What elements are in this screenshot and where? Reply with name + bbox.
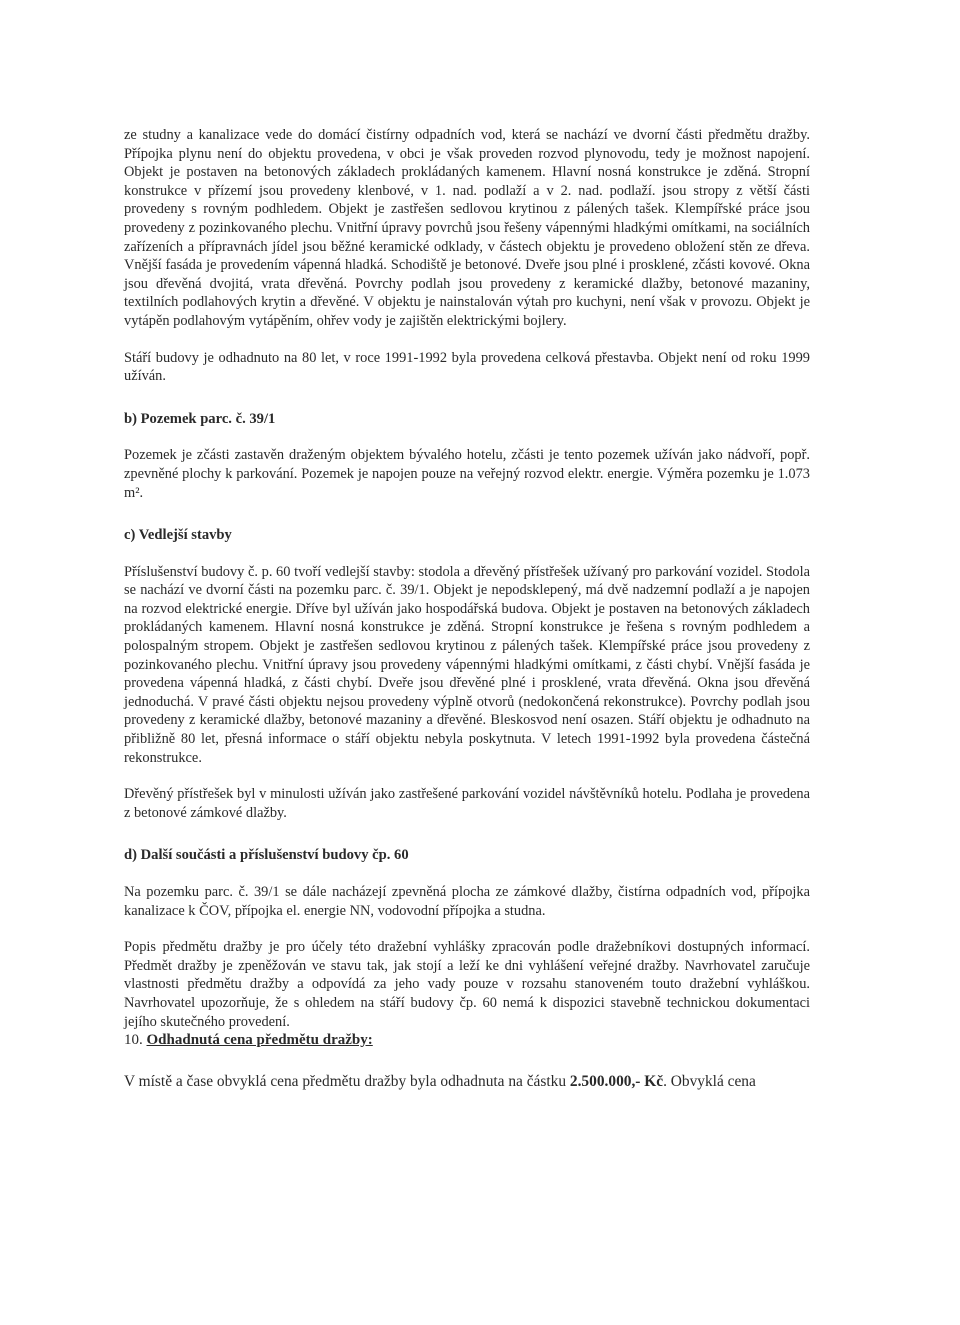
paragraph-odhadnuta-cena xyxy=(124,1072,810,1092)
section-10-heading xyxy=(124,1031,810,1050)
heading-pozemek: b) Pozemek parc. č. 39/1 xyxy=(124,410,276,427)
heading-vedlejsi-stavby: c) Vedlejší stavby xyxy=(124,527,232,544)
price-text-before: V místě a čase obvyklá cena předmětu dražby byla odhadnuta na částku xyxy=(124,1072,570,1090)
document-body xyxy=(124,126,810,1092)
paragraph-building-description: ze studny a kanalizace vede do domácí čistírny odpadních vod, která se nachází ve dvorní části předmětu dražby. Přípojka plynu není do objektu provedena, v obci je však proveden rozvod plynovodu, tedy je možnost napojení. Objekt je postaven na betonových základech prokládaných kamenem. Hlavní nosná konstrukce je zděná. Stropní konstrukce v přízemí jsou provedeny klenbové, v 1. nad. podlaží a v 2. nad. podlaží. jsou stropy z větší části provedeny s rovným podhledem. Objekt je zastřešen sedlovou krytinou z pálených tašek. Klempířské práce jsou provedeny z pozinkovaného plechu. Vnitřní úpravy povrchů jsou řešeny vápennými hladkými omítkami, na sociálních zařízeních a přípravnách jídel jsou běžné keramické odklady, v částech objektu je provedeno obložení stěn ze dřeva. Vnější fasáda je provedením vápenná hladká. Schodiště je betonové. Dveře jsou plné i prosklené, zčásti kovové. Okna jsou dřevěná dvojitá, vrata dřevěná. Povrchy podlah jsou provedeny z keramické dlažby, betonové mazaniny, textilních podlahových krytin a dřevěné. V objektu je nainstalován výtah pro kuchyni, není však v provozu. Objekt je vytápěn podlahovým vytápěním, ohřev vody je zajištěn elektrickými bojlery. xyxy=(124,127,810,329)
section-10-title: Odhadnutá cena předmětu dražby: xyxy=(146,1032,373,1049)
price-amount: 2.500.000,- Kč xyxy=(569,1072,664,1090)
paragraph-pozemek: Pozemek je zčásti zastavěn draženým objektem bývalého hotelu, zčásti je tento pozemek užíván jako nádvoří, popř. zpevněné plochy k parkování. Pozemek je napojen pouze na veřejný rozvod elektr. energie. Výměra pozemku je 1.073 m². xyxy=(124,447,810,501)
heading-dalsi-soucasti: d) Další součásti a příslušenství budovy čp. 60 xyxy=(124,847,409,864)
paragraph-building-age: Stáří budovy je odhadnuto na 80 let, v roce 1991-1992 byla provedena celková přestavba. Objekt není od roku 1999 užíván. xyxy=(124,349,810,385)
paragraph-vedlejsi-stavby: Příslušenství budovy č. p. 60 tvoří vedlejší stavby: stodola a dřevěný přístřešek užívaný pro parkování vozidel. Stodola se nachází ve dvorní části na pozemku parc. č. 39/1. Objekt je nepodsklepený, má dvě nadzemní podlaží a je napojen na rozvod elektrické energie. Dříve byl užíván jako hospodářská budova. Objekt je postaven na betonových základech prokládaných kamenem. Hlavní nosná konstrukce je zděná. Stropní konstrukce je řešena s rovným podhledem a polospalným stropem. Objekt je zastřešen sedlovou krytinou z pálených tašek. Klempířské práce jsou provedeny z pozinkovaného plechu. Vnitřní úpravy jsou provedeny vápennými hladkými omítkami, z části chybí. Vnější fasáda je provedena vápenná hladká, z části chybí. Dveře jsou dřevěné plné i prosklené, vrata dřevěná. Okna jsou dřevěná jednoduchá. V pravé části objektu nejsou provedeny výplně otvorů (nedokončená rekonstrukce). Povrchy podlah jsou provedeny z keramické dlažby, betonové mazaniny a dřevěné. Bleskosvod není osazen. Stáří objektu je odhadnuto na přibližně 80 let, přesná informace o stáří objektu nebyla poskytnuta. V letech 1991-1992 byla provedena částečná rekonstrukce. xyxy=(124,563,810,766)
paragraph-dalsi-soucasti: Na pozemku parc. č. 39/1 se dále nacházejí zpevněná plocha ze zámkové dlažby, čistírna odpadních vod, přípojka kanalizace k ČOV, přípojka el. energie NN, vodovodní přípojka a studna. xyxy=(124,884,810,919)
paragraph-pristresek: Dřevěný přístřešek byl v minulosti užíván jako zastřešené parkování vozidel návštěvníků hotelu. Podlaha je provedena z betonové zámkové dlažby. xyxy=(124,786,810,821)
paragraph-popis-predmetu: Popis předmětu dražby je pro účely této dražební vyhlášky zpracován podle dražebníkovi dostupných informací. Předmět dražby je zpeněžován ve stavu tak, jak stojí a leží ke dni vyhlášení veřejné dražby. Navrhovatel zaručuje vlastnosti předmětu dražby a odpovídá za jeho vady pouze v rozsahu stanoveném touto dražební vyhláškou. Navrhovatel upozorňuje, že s ohledem na stáří budovy čp. 60 nemá k dispozici stavebně technickou dokumentaci jejího skutečného provedení. xyxy=(124,939,810,1030)
price-text-after: . Obvyklá cena xyxy=(663,1072,756,1090)
section-10-number: 10. xyxy=(124,1032,143,1049)
